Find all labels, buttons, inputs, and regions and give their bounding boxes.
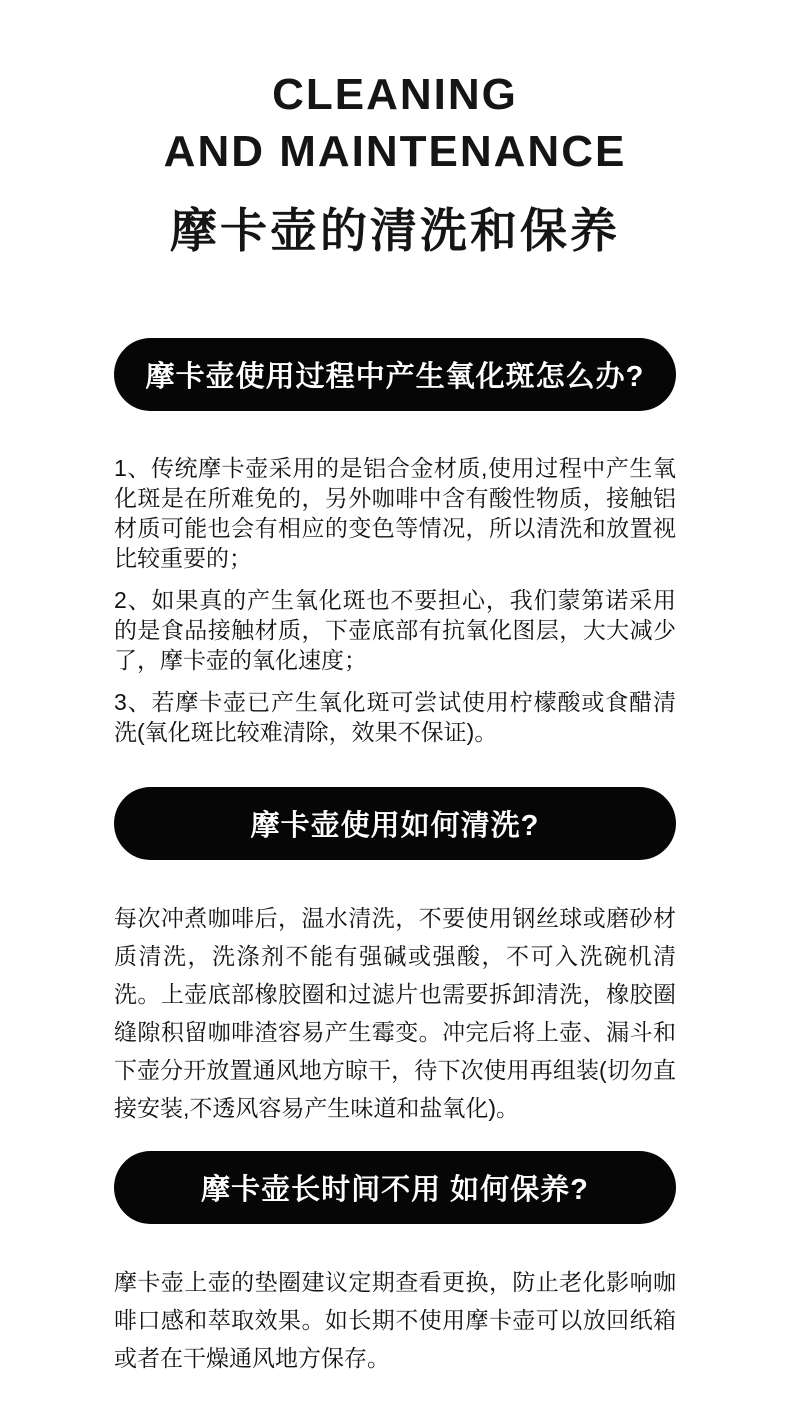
section-heading-pill-oxidation: [114, 338, 676, 411]
section-heading-text: 摩卡壶使用如何清洗?: [250, 810, 540, 842]
section-body-cleaning: [114, 899, 676, 1127]
paragraph-storage-1: 摩卡壶上壶的垫圈建议定期查看更换，防止老化影响咖啡口感和萃取效果。如长期不使用摩卡壶可以放回纸箱或者在干燥通风地方保存。: [114, 1269, 676, 1371]
section-oxidation-faq: [114, 338, 676, 747]
title-line-2: AND MAINTENANCE: [163, 127, 627, 176]
title-line-1: CLEANING: [272, 70, 518, 119]
section-heading-text: 摩卡壶使用过程中产生氧化斑怎么办?: [145, 361, 645, 393]
content-column: [114, 0, 676, 1377]
section-body-oxidation: [114, 453, 676, 747]
paragraph-oxidation-2: 2、如果真的产生氧化斑也不要担心，我们蒙第诺采用的是食品接触材质，下壶底部有抗氧化图层，大大减少了，摩卡壶的氧化速度；: [114, 587, 676, 673]
page-title-english: [114, 66, 676, 180]
paragraph-oxidation-1: 1、传统摩卡壶采用的是铝合金材质,使用过程中产生氧化斑是在所难免的，另外咖啡中含有酸性物质，接触铝材质可能也会有相应的变色等情况，所以清洗和放置视比较重要的；: [114, 455, 676, 571]
section-cleaning-howto: [114, 787, 676, 1127]
section-heading-pill-cleaning: [114, 787, 676, 860]
section-body-storage: [114, 1263, 676, 1377]
paragraph-cleaning-1: 每次冲煮咖啡后，温水清洗，不要使用钢丝球或磨砂材质清洗，洗涤剂不能有强碱或强酸，不可入洗碗机清洗。上壶底部橡胶圈和过滤片也需要拆卸清洗，橡胶圈缝隙积留咖啡渣容易产生霉变。冲完后将上壶、漏斗和下壶分开放置通风地方晾干，待下次使用再组装(切勿直接安装,不透风容易产生味道和盐氧化)。: [114, 905, 676, 1121]
section-heading-pill-storage: [114, 1151, 676, 1224]
page-header: [114, 0, 676, 260]
section-heading-text: 摩卡壶长时间不用 如何保养?: [201, 1174, 589, 1206]
paragraph-oxidation-3: 3、若摩卡壶已产生氧化斑可尝试使用柠檬酸或食醋清洗(氧化斑比较难清除，效果不保证)。: [114, 689, 676, 745]
section-storage-maintenance: [114, 1151, 676, 1377]
page-title-chinese: 摩卡壶的清洗和保养: [170, 204, 620, 257]
